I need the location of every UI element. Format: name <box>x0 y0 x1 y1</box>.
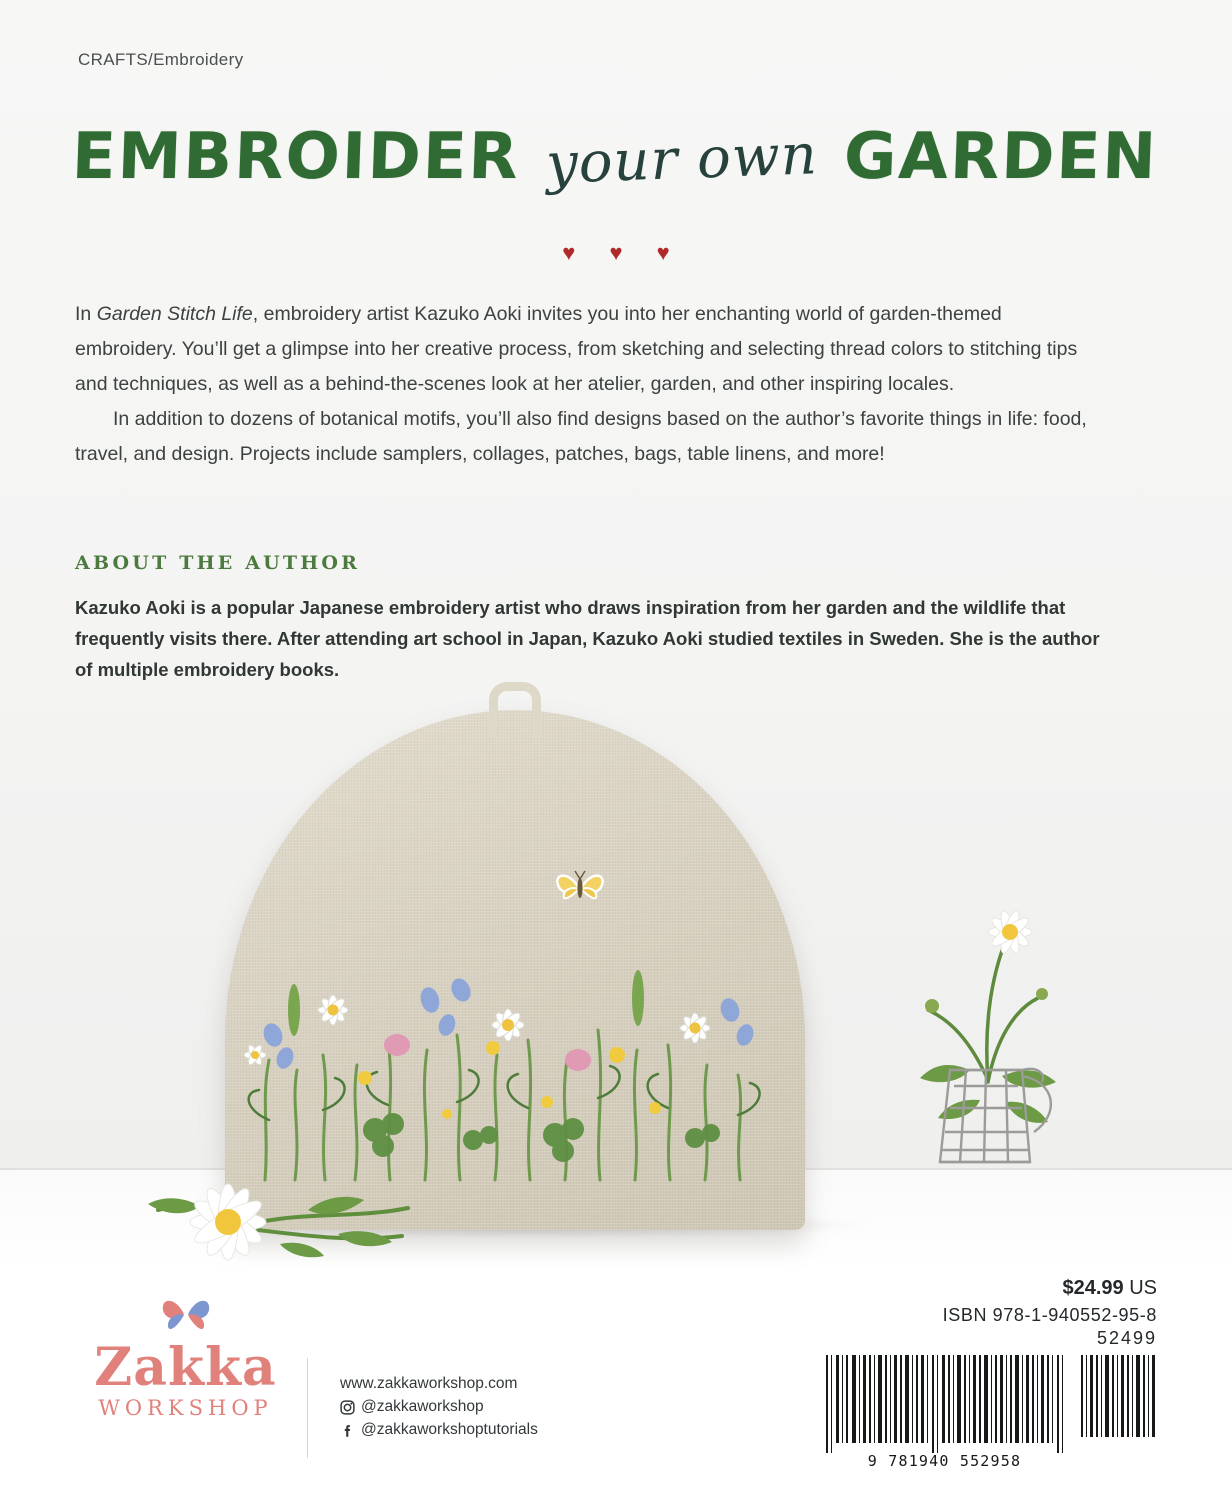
embroidered-meadow <box>225 710 805 1230</box>
instagram-icon <box>340 1399 355 1414</box>
facebook-row[interactable] <box>340 1418 538 1441</box>
facebook-icon <box>340 1422 355 1437</box>
title-word-your-own: your own <box>544 122 819 197</box>
barcode-ean13 <box>822 1355 1067 1453</box>
flower-bud <box>925 999 939 1013</box>
price-label <box>1062 1277 1157 1300</box>
about-author-heading: ABOUT THE AUTHOR <box>75 552 361 574</box>
price-currency: US <box>1129 1277 1157 1299</box>
barcode-number: 9 781940 552958 <box>867 1452 1022 1470</box>
heart-ornament: ♥ ♥ ♥ <box>562 240 684 265</box>
butterfly-applique <box>552 868 608 908</box>
instagram-row[interactable] <box>340 1395 538 1418</box>
description-paragraph-2: In addition to dozens of botanical motifs, you’ll also find designs based on the author’s favorite things in life: food, travel, and design. Projects include samplers, collages, patches, bags, table linens, and more! <box>75 408 1087 465</box>
description-paragraph-1 <box>75 297 1097 402</box>
book-title <box>70 120 1159 220</box>
isbn-addon-text: 52499 <box>1096 1328 1157 1348</box>
description-book-title: Garden Stitch Life <box>96 303 253 325</box>
table-daisy-sprig <box>140 1160 430 1270</box>
meadow-svg <box>225 710 805 1230</box>
flower-bud <box>1036 988 1048 1000</box>
publisher-subtitle: WORKSHOP <box>98 1396 273 1420</box>
butterfly-logo-icon <box>155 1290 217 1338</box>
embroidered-clover-blooms <box>384 1034 591 1071</box>
instagram-handle[interactable]: @zakkaworkshop <box>361 1398 484 1415</box>
barcode-addon-5digit <box>1079 1355 1157 1437</box>
price-amount: $24.99 <box>1062 1277 1124 1299</box>
description-block <box>75 297 1097 472</box>
description-p1-post: , embroidery artist Kazuko Aoki invites you into her enchanting world of garden-themed embroidery. You’ll get a glimpse into her creative process, from sketching and selecting thread colors to stitching tips and techniques, as well as a behind-the-scenes look at her atelier, garden, and other inspiring locales. <box>75 303 1078 395</box>
title-word-garden: GARDEN <box>842 120 1159 194</box>
about-author-text: Kazuko Aoki is a popular Japanese embroidery artist who draws inspiration from her garden and the wildlife that frequently visits there. After attending art school in Japan, Kazuko Aoki studied textiles in Sweden. She is the author of multiple embroidery books. <box>75 597 1100 680</box>
wire-jug-with-dandelion <box>910 870 1085 1170</box>
cover-photograph <box>120 660 1120 1280</box>
publisher-logo <box>78 1290 293 1420</box>
facebook-handle[interactable]: @zakkaworkshoptutorials <box>361 1421 538 1438</box>
website-url[interactable]: www.zakkaworkshop.com <box>340 1375 518 1392</box>
isbn-text: ISBN 978-1-940552-95-8 <box>942 1305 1157 1325</box>
category-label: CRAFTS/Embroidery <box>78 50 244 69</box>
publisher-contact <box>340 1372 538 1441</box>
website-row[interactable] <box>340 1372 538 1395</box>
publisher-name: Zakka <box>94 1337 277 1398</box>
title-word-embroider: EMBROIDER <box>70 120 522 194</box>
description-p1-pre: In <box>75 303 97 325</box>
footer-divider <box>307 1358 308 1458</box>
